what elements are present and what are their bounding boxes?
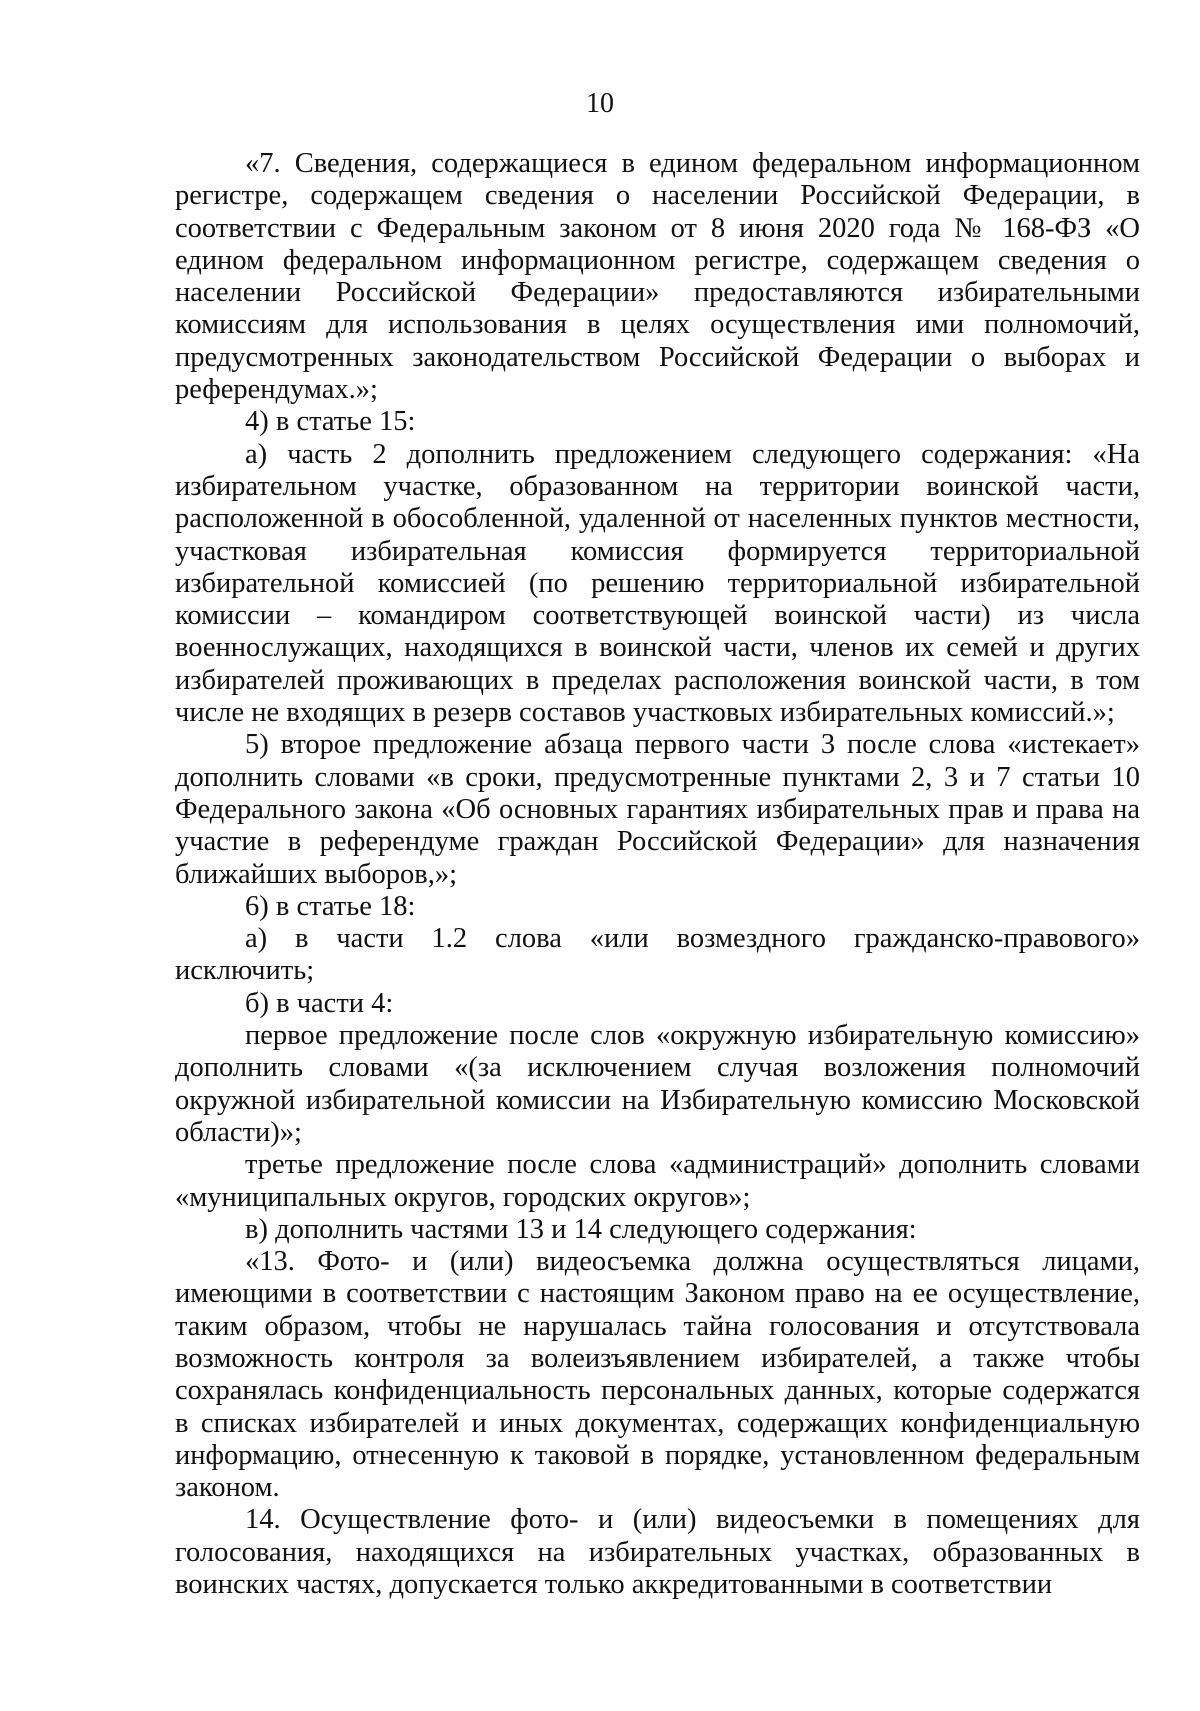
- paragraph-part-3-amendment: 5) второе предложение абзаца первого части 3 после слова «истекает» дополнить словами «в сроки, предусмотренные пунктами 2, 3 и 7 статьи 10 Федерального закона «Об основных гарантиях избирательных прав и права на участие в референдуме граждан Российской Федерации» для назначения ближайших выборов,»;: [175, 729, 1140, 890]
- paragraph-third-sentence-amendment: третье предложение после слова «администраций» дополнить словами «муниципальных округов, городских округов»;: [175, 1149, 1140, 1213]
- paragraph-article-15-part-2: а) часть 2 дополнить предложением следующего содержания: «На избирательном участке, образованном на территории воинской части, расположенной в обособленной, удаленной от населенных пунктов местности, участковая избирательная комиссия формируется территориальной избирательной комиссией (по решению территориальной избирательной комиссии – командиром соответствующей воинской части) из числа военнослужащих, находящихся в воинской части, членов их семей и других избирателей проживающих в пределах расположения воинской части, в том числе не входящих в резерв составов участковых избирательных комиссий.»;: [175, 438, 1140, 729]
- paragraph-item-7-info-register: «7. Сведения, содержащиеся в едином федеральном информационном регистре, содержащем сведения о населении Российской Федерации, в соответствии с Федеральным законом от 8 июня 2020 года № 168-ФЗ «О едином федеральном информационном регистре, содержащем сведения о населении Российской Федерации» предоставляются избирательными комиссиям для использования в целях осуществления ими полномочий, предусмотренных законодательством Российской Федерации о выборах и референдумах.»;: [175, 148, 1140, 406]
- paragraph-first-sentence-amendment: первое предложение после слов «окружную избирательную комиссию» дополнить словами «(за исключением случая возложения полномочий окружной избирательной комиссии на Избирательную комиссию Московской области)»;: [175, 1020, 1140, 1148]
- paragraph-article-15-heading: 4) в статье 15:: [245, 406, 416, 438]
- document-body: [175, 148, 1140, 1601]
- paragraph-part-1-2-amendment: а) в части 1.2 слова «или возмездного гражданско-правового» исключить;: [175, 923, 1140, 987]
- page-number: 10: [586, 88, 614, 119]
- paragraph-article-18-heading: 6) в статье 18:: [245, 890, 416, 922]
- paragraph-part-13: «13. Фото- и (или) видеосъемка должна осуществляться лицами, имеющими в соответствии с настоящим Законом право на ее осуществление, таким образом, чтобы не нарушалась тайна голосования и отсутствовала возможность контроля за волеизъявлением избирателей, а также чтобы сохранялась конфиденциальность персональных данных, которые содержатся в списках избирателей и иных документах, содержащих конфиденциальную информацию, отнесенную к таковой в порядке, установленном федеральным законом.: [175, 1246, 1140, 1504]
- paragraph-parts-13-14-heading: в) дополнить частями 13 и 14 следующего содержания:: [245, 1213, 917, 1245]
- paragraph-part-4-heading: б) в части 4:: [245, 987, 394, 1019]
- paragraph-part-14: 14. Осуществление фото- и (или) видеосъемки в помещениях для голосования, находящихся на избирательных участках, образованных в воинских частях, допускается только аккредитованными в соответствии: [175, 1504, 1140, 1601]
